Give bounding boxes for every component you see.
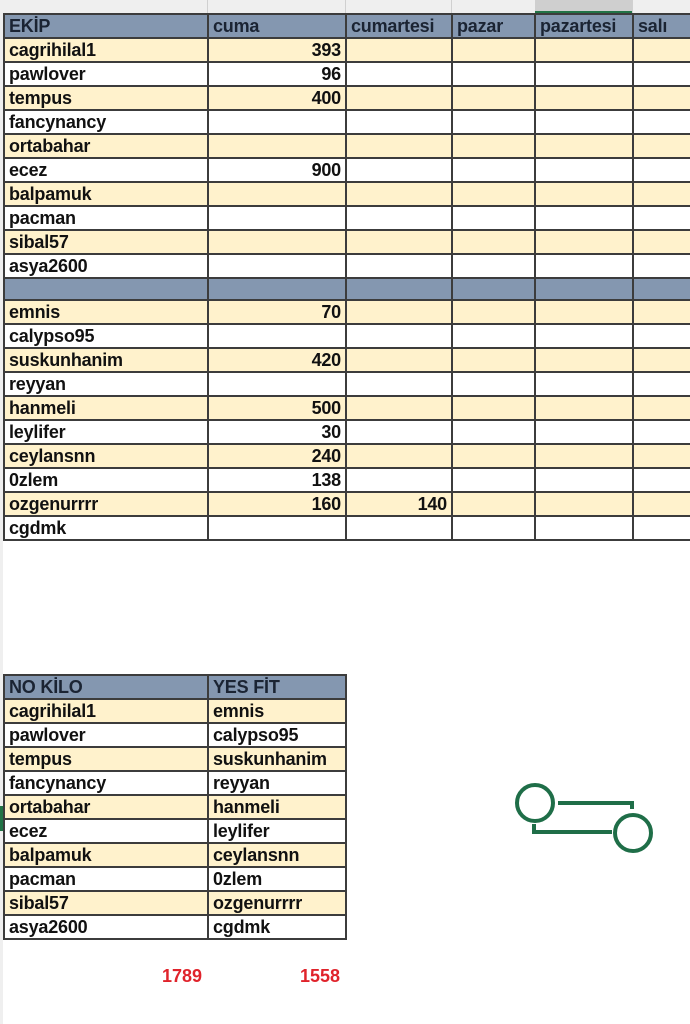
table-row [4, 516, 690, 540]
cell-sali[interactable] [633, 324, 690, 348]
table-row [4, 891, 346, 915]
header-no-kilo[interactable]: NO KİLO [4, 675, 208, 699]
cell-sali[interactable] [633, 420, 690, 444]
table-row [4, 348, 690, 372]
cell-no-kilo[interactable]: fancynancy [4, 771, 208, 795]
total-yes-fit[interactable]: 1558 [299, 966, 340, 986]
table-row [4, 62, 690, 86]
cell-name[interactable]: hanmeli [4, 396, 208, 420]
cell-pazar[interactable] [452, 300, 535, 324]
cell-pazar[interactable] [452, 372, 535, 396]
cell-sali[interactable] [633, 86, 690, 110]
cell-cuma[interactable] [208, 516, 346, 540]
cell-yes-fit[interactable]: calypso95 [208, 723, 346, 747]
cell-yes-fit[interactable]: leylifer [208, 819, 346, 843]
cell-name[interactable]: pacman [4, 206, 208, 230]
schedule-table [3, 13, 690, 541]
cell-pazar[interactable] [452, 86, 535, 110]
cell-pazar[interactable] [452, 206, 535, 230]
table-row [4, 795, 346, 819]
cell-cumartesi[interactable] [346, 468, 452, 492]
header-row [4, 14, 690, 38]
cell-sali[interactable] [633, 158, 690, 182]
table-row [4, 206, 690, 230]
cell-sali[interactable] [633, 62, 690, 86]
cell-name[interactable]: asya2600 [4, 254, 208, 278]
table-row [4, 747, 346, 771]
table-row [4, 182, 690, 206]
cell-pazartesi[interactable] [535, 38, 633, 62]
cell-cumartesi[interactable] [346, 182, 452, 206]
cell-pazartesi[interactable] [535, 254, 633, 278]
cell-pazartesi[interactable] [535, 278, 633, 300]
column-header-strip[interactable] [0, 0, 690, 14]
cell-pazartesi[interactable] [535, 468, 633, 492]
cell-cuma[interactable] [208, 254, 346, 278]
cell-cuma[interactable] [208, 372, 346, 396]
cell-sali[interactable] [633, 206, 690, 230]
cell-cuma[interactable] [208, 134, 346, 158]
cell-cumartesi[interactable] [346, 158, 452, 182]
cell-cumartesi[interactable] [346, 62, 452, 86]
cell-name[interactable]: ecez [4, 158, 208, 182]
table-row [4, 254, 690, 278]
cell-no-kilo[interactable]: ortabahar [4, 795, 208, 819]
cell-cumartesi[interactable] [346, 86, 452, 110]
cell-name[interactable]: suskunhanim [4, 348, 208, 372]
cell-cumartesi[interactable] [346, 420, 452, 444]
cell-cumartesi[interactable] [346, 516, 452, 540]
table-row [4, 699, 346, 723]
cell-no-kilo[interactable]: asya2600 [4, 915, 208, 939]
cell-pazar[interactable] [452, 62, 535, 86]
header-pazar[interactable]: pazar [452, 14, 535, 38]
cell-name[interactable]: fancynancy [4, 110, 208, 134]
cell-cumartesi[interactable] [346, 110, 452, 134]
table-row [4, 723, 346, 747]
cell-pazar[interactable] [452, 134, 535, 158]
cell-sali[interactable] [633, 134, 690, 158]
cell-pazartesi[interactable] [535, 492, 633, 516]
cell-pazar[interactable] [452, 324, 535, 348]
cell-pazartesi[interactable] [535, 230, 633, 254]
cell-pazar[interactable] [452, 38, 535, 62]
cell-cumartesi[interactable] [346, 254, 452, 278]
cell-name[interactable]: pawlover [4, 62, 208, 86]
cell-cuma[interactable]: 393 [208, 38, 346, 62]
cell-cuma[interactable] [208, 278, 346, 300]
table-row [4, 158, 690, 182]
cell-name[interactable]: calypso95 [4, 324, 208, 348]
cell-pazartesi[interactable] [535, 110, 633, 134]
cell-pazartesi[interactable] [535, 516, 633, 540]
selection-handles-icon[interactable] [510, 782, 660, 858]
cell-yes-fit[interactable]: reyyan [208, 771, 346, 795]
table-row [4, 420, 690, 444]
cell-cuma[interactable]: 70 [208, 300, 346, 324]
cell-cumartesi[interactable] [346, 348, 452, 372]
cell-sali[interactable] [633, 38, 690, 62]
cell-name[interactable]: ortabahar [4, 134, 208, 158]
cell-cuma[interactable] [208, 324, 346, 348]
cell-cuma[interactable] [208, 182, 346, 206]
cell-sali[interactable] [633, 278, 690, 300]
table-row [4, 372, 690, 396]
cell-name[interactable]: ozgenurrrr [4, 492, 208, 516]
cell-cuma[interactable]: 138 [208, 468, 346, 492]
cell-name[interactable]: sibal57 [4, 230, 208, 254]
header-ekip[interactable]: EKİP [4, 14, 208, 38]
cell-pazar[interactable] [452, 444, 535, 468]
cell-cumartesi[interactable] [346, 324, 452, 348]
cell-pazar[interactable] [452, 468, 535, 492]
column-divider[interactable] [207, 0, 208, 13]
cell-pazar[interactable] [452, 254, 535, 278]
cell-no-kilo[interactable]: ecez [4, 819, 208, 843]
cell-pazartesi[interactable] [535, 372, 633, 396]
table-row [4, 771, 346, 795]
cell-no-kilo[interactable]: balpamuk [4, 843, 208, 867]
cell-name[interactable]: cgdmk [4, 516, 208, 540]
cell-name[interactable]: emnis [4, 300, 208, 324]
column-divider[interactable] [632, 0, 633, 13]
cell-cumartesi[interactable]: 140 [346, 492, 452, 516]
cell-yes-fit[interactable]: emnis [208, 699, 346, 723]
cell-sali[interactable] [633, 254, 690, 278]
table-row [4, 396, 690, 420]
table-row [4, 324, 690, 348]
cell-sali[interactable] [633, 182, 690, 206]
table-row [4, 110, 690, 134]
cell-cumartesi[interactable] [346, 444, 452, 468]
cell-cumartesi[interactable] [346, 396, 452, 420]
cell-no-kilo[interactable]: pawlover [4, 723, 208, 747]
cell-pazartesi[interactable] [535, 300, 633, 324]
cell-name[interactable]: ceylansnn [4, 444, 208, 468]
cell-pazar[interactable] [452, 182, 535, 206]
cell-pazar[interactable] [452, 348, 535, 372]
cell-pazartesi[interactable] [535, 206, 633, 230]
cell-pazartesi[interactable] [535, 134, 633, 158]
table-row [4, 867, 346, 891]
header-pazartesi[interactable]: pazartesi [535, 14, 633, 38]
cell-pazartesi[interactable] [535, 348, 633, 372]
cell-cumartesi[interactable] [346, 134, 452, 158]
cell-cuma[interactable]: 240 [208, 444, 346, 468]
cell-sali[interactable] [633, 348, 690, 372]
header-yes-fit[interactable]: YES FİT [208, 675, 346, 699]
total-no-kilo[interactable]: 1789 [161, 966, 202, 986]
cell-pazartesi[interactable] [535, 182, 633, 206]
column-divider[interactable] [345, 0, 346, 13]
cell-cuma[interactable]: 900 [208, 158, 346, 182]
cell-pazar[interactable] [452, 396, 535, 420]
selected-column-header[interactable] [535, 0, 632, 13]
cell-cumartesi[interactable] [346, 300, 452, 324]
column-divider[interactable] [451, 0, 452, 13]
cell-sali[interactable] [633, 492, 690, 516]
header-row [4, 675, 346, 699]
cell-pazartesi[interactable] [535, 420, 633, 444]
cell-no-kilo[interactable]: tempus [4, 747, 208, 771]
table-row [4, 134, 690, 158]
cell-pazar[interactable] [452, 158, 535, 182]
table-row [4, 819, 346, 843]
cell-cuma[interactable] [208, 230, 346, 254]
cell-name[interactable]: leylifer [4, 420, 208, 444]
cell-cuma[interactable] [208, 206, 346, 230]
cell-yes-fit[interactable]: cgdmk [208, 915, 346, 939]
table-row [4, 468, 690, 492]
cell-name[interactable] [4, 278, 208, 300]
cell-sali[interactable] [633, 444, 690, 468]
cell-name[interactable]: cagrihilal1 [4, 38, 208, 62]
cell-pazartesi[interactable] [535, 158, 633, 182]
cell-name[interactable]: balpamuk [4, 182, 208, 206]
cell-sali[interactable] [633, 468, 690, 492]
header-cumartesi[interactable]: cumartesi [346, 14, 452, 38]
cell-sali[interactable] [633, 516, 690, 540]
table-row [4, 86, 690, 110]
cell-yes-fit[interactable]: 0zlem [208, 867, 346, 891]
cell-pazartesi[interactable] [535, 324, 633, 348]
cell-sali[interactable] [633, 300, 690, 324]
cell-sali[interactable] [633, 372, 690, 396]
cell-pazar[interactable] [452, 420, 535, 444]
cell-pazar[interactable] [452, 110, 535, 134]
cell-sali[interactable] [633, 396, 690, 420]
cell-cuma[interactable]: 96 [208, 62, 346, 86]
table-row [4, 38, 690, 62]
cell-yes-fit[interactable]: hanmeli [208, 795, 346, 819]
cell-cumartesi[interactable] [346, 38, 452, 62]
cell-name[interactable]: tempus [4, 86, 208, 110]
cell-yes-fit[interactable]: suskunhanim [208, 747, 346, 771]
cell-no-kilo[interactable]: cagrihilal1 [4, 699, 208, 723]
cell-cumartesi[interactable] [346, 206, 452, 230]
cell-pazar[interactable] [452, 278, 535, 300]
cell-yes-fit[interactable]: ceylansnn [208, 843, 346, 867]
header-sali[interactable]: salı [633, 14, 690, 38]
cell-cuma[interactable]: 420 [208, 348, 346, 372]
teams-table [3, 674, 347, 940]
cell-cumartesi[interactable] [346, 278, 452, 300]
cell-name[interactable]: 0zlem [4, 468, 208, 492]
cell-pazar[interactable] [452, 516, 535, 540]
cell-cuma[interactable]: 500 [208, 396, 346, 420]
cell-cumartesi[interactable] [346, 372, 452, 396]
table-row [4, 444, 690, 468]
table-row [4, 300, 690, 324]
cell-no-kilo[interactable]: pacman [4, 867, 208, 891]
cell-pazartesi[interactable] [535, 396, 633, 420]
separator-row [4, 278, 690, 300]
cell-sali[interactable] [633, 110, 690, 134]
cell-sali[interactable] [633, 230, 690, 254]
cell-pazartesi[interactable] [535, 62, 633, 86]
table-row [4, 843, 346, 867]
cell-name[interactable]: reyyan [4, 372, 208, 396]
header-cuma[interactable]: cuma [208, 14, 346, 38]
cell-cuma[interactable]: 160 [208, 492, 346, 516]
cell-no-kilo[interactable]: sibal57 [4, 891, 208, 915]
cell-pazar[interactable] [452, 230, 535, 254]
cell-pazartesi[interactable] [535, 86, 633, 110]
cell-cuma[interactable]: 400 [208, 86, 346, 110]
table-row [4, 915, 346, 939]
cell-pazar[interactable] [452, 492, 535, 516]
cell-cuma[interactable]: 30 [208, 420, 346, 444]
cell-cuma[interactable] [208, 110, 346, 134]
table-row [4, 492, 690, 516]
cell-pazartesi[interactable] [535, 444, 633, 468]
table-row [4, 230, 690, 254]
cell-yes-fit[interactable]: ozgenurrrr [208, 891, 346, 915]
cell-cumartesi[interactable] [346, 230, 452, 254]
